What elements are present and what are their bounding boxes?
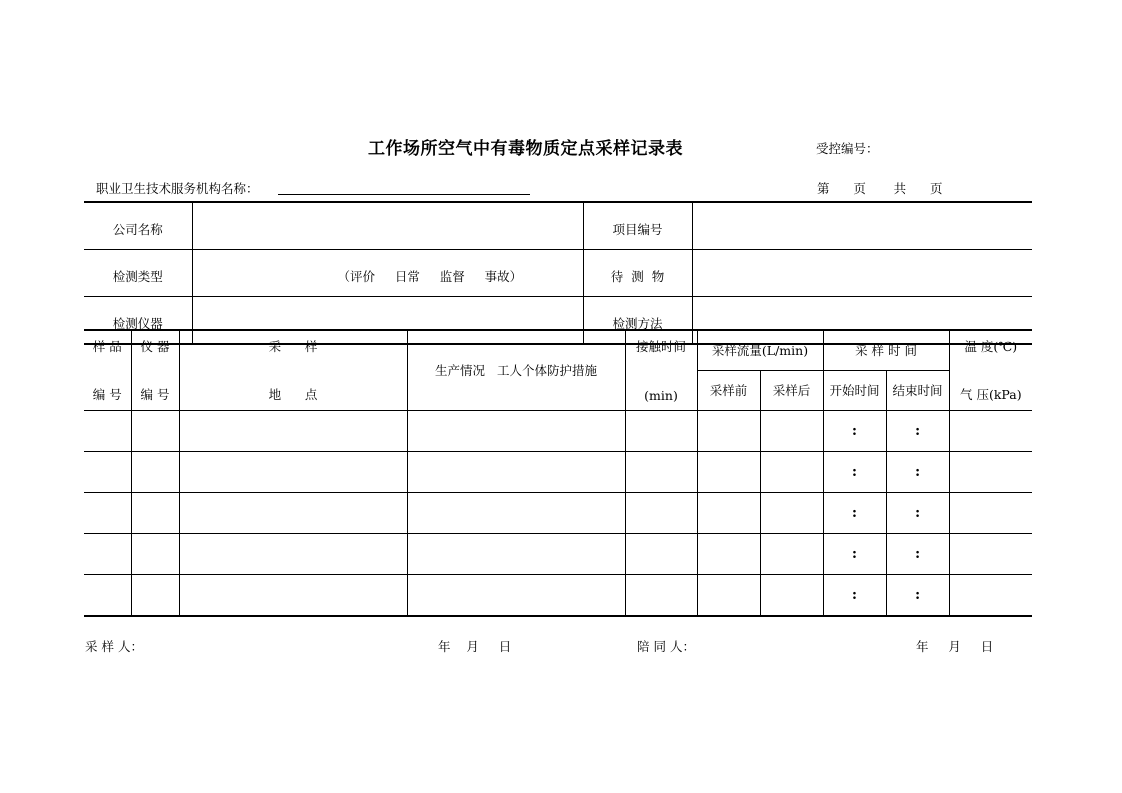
project-number-label: 项目编号	[583, 202, 692, 250]
production-protection-header: 生产情况 工人个体防护措施	[407, 330, 625, 410]
temperature-pressure-header: 温 度(℃) 气 压(kPa)	[949, 330, 1032, 410]
test-method-label: 检测方法	[583, 297, 692, 345]
org-name-underline	[278, 194, 530, 195]
start-time-cell[interactable]: :	[823, 410, 886, 451]
org-name-label: 职业卫生技术服务机构名称：	[96, 181, 259, 196]
flow-after-header: 采样后	[760, 370, 823, 410]
page-title: 工作场所空气中有毒物质定点采样记录表	[368, 139, 683, 159]
exposure-time-header: 接触时间 (min)	[625, 330, 697, 410]
company-name-field[interactable]	[192, 202, 583, 250]
end-time-cell[interactable]: :	[886, 451, 949, 492]
control-number-label: 受控编号：	[816, 141, 879, 156]
sampling-time-header: 采 样 时 间	[823, 330, 949, 370]
project-number-field[interactable]	[692, 202, 1032, 250]
test-type-label: 检测类型	[84, 250, 192, 297]
start-time-header: 开始时间	[823, 370, 886, 410]
table-row	[84, 574, 1032, 616]
target-substance-label: 待 测 物	[583, 250, 692, 297]
flow-before-header: 采样前	[697, 370, 760, 410]
start-time-cell[interactable]: :	[823, 451, 886, 492]
end-time-header: 结束时间	[886, 370, 949, 410]
instrument-number-header: 仪 器 编 号	[131, 330, 179, 410]
end-time-cell[interactable]: :	[886, 574, 949, 616]
company-name-label: 公司名称	[84, 202, 192, 250]
end-time-cell[interactable]: :	[886, 492, 949, 533]
sampler-label: 采 样 人：	[85, 639, 143, 654]
target-substance-field[interactable]	[692, 250, 1032, 297]
table-row	[84, 410, 1032, 451]
table-row	[84, 533, 1032, 574]
page-counter: 第 页 共 页	[817, 181, 943, 196]
test-type-options[interactable]: （评价 日常 监督 事故）	[192, 250, 583, 297]
start-time-cell[interactable]: :	[823, 574, 886, 616]
sampler-date: 年 月 日	[438, 639, 512, 654]
sample-number-header: 样 品 编 号	[84, 330, 131, 410]
sampling-location-header: 采 样 地 点	[179, 330, 407, 410]
instrument-label: 检测仪器	[84, 297, 192, 345]
start-time-cell[interactable]: :	[823, 533, 886, 574]
table-row	[84, 492, 1032, 533]
companion-date: 年 月 日	[916, 639, 994, 654]
end-time-cell[interactable]: :	[886, 533, 949, 574]
start-time-cell[interactable]: :	[823, 492, 886, 533]
info-table	[84, 201, 1032, 345]
flow-rate-header: 采样流量(L/min)	[697, 330, 823, 370]
companion-label: 陪 同 人：	[637, 639, 695, 654]
end-time-cell[interactable]: :	[886, 410, 949, 451]
table-row	[84, 451, 1032, 492]
sampling-table	[84, 329, 1032, 617]
